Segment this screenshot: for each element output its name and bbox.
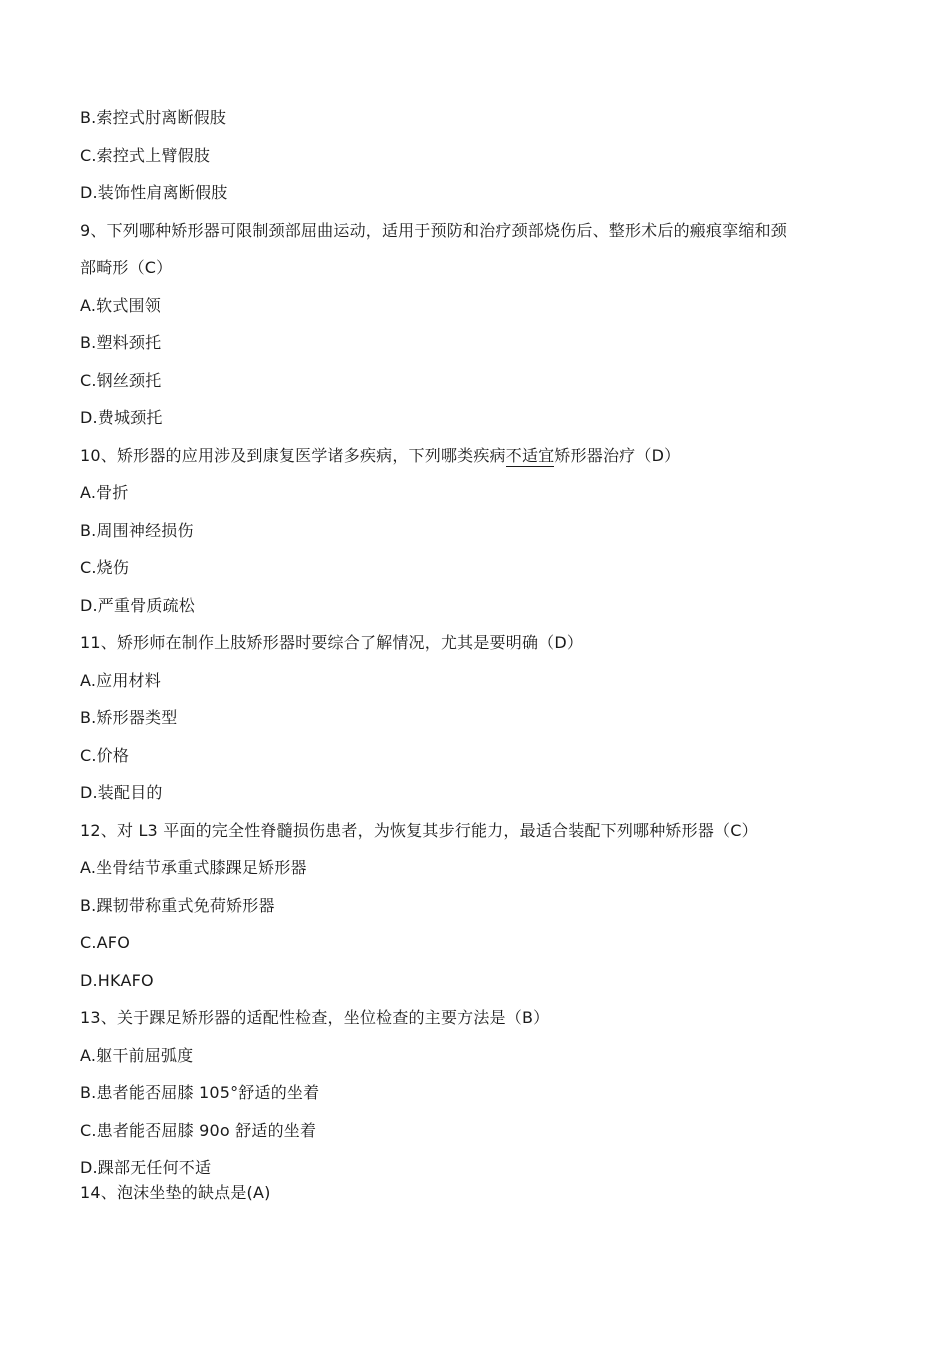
option-b-text: B.患者能否屈膝 105°舒适的坐着 xyxy=(80,1083,320,1102)
option-a-text: A.骨折 xyxy=(80,483,129,502)
option-b-text: B.周围神经损伤 xyxy=(80,521,194,540)
option-c-text: C.烧伤 xyxy=(80,558,130,577)
option-a-text: A.软式围领 xyxy=(80,296,161,315)
underlined-phrase: 不适宜 xyxy=(505,446,555,465)
question-14-text: 14、泡沫坐垫的缺点是(A) xyxy=(80,1183,271,1202)
option-c-text: C.患者能否屈膝 90o 舒适的坐着 xyxy=(80,1121,317,1140)
question-9-continuation: 部畸形（C） xyxy=(80,258,173,277)
question-12-text: 12、对 L3 平面的完全性脊髓损伤患者，为恢复其步行能力，最适合装配下列哪种矫形器（C） xyxy=(80,821,758,840)
option-b-text: B.索控式肘离断假肢 xyxy=(80,108,227,127)
question-11-text: 11、矫形师在制作上肢矫形器时要综合了解情况，尤其是要明确（D） xyxy=(80,633,584,652)
option-b-text: B.踝韧带称重式免荷矫形器 xyxy=(80,896,275,915)
question-9-text: 9、下列哪种矫形器可限制颈部屈曲运动，适用于预防和治疗颈部烧伤后、整形术后的瘢痕挛缩和颈 xyxy=(80,221,787,240)
option-b-text: B.矫形器类型 xyxy=(80,708,178,727)
option-a-text: A.躯干前屈弧度 xyxy=(80,1046,194,1065)
option-d-text: D.踝部无任何不适 xyxy=(80,1158,212,1177)
option-c-text: C.钢丝颈托 xyxy=(80,371,162,390)
option-d-text: D.费城颈托 xyxy=(80,408,163,427)
option-c-text: C.价格 xyxy=(80,746,130,765)
option-d-text: D.装饰性肩离断假肢 xyxy=(80,183,228,202)
option-b-text: B.塑料颈托 xyxy=(80,333,162,352)
option-c-text: C.索控式上臂假肢 xyxy=(80,146,211,165)
question-10-prefix: 10、矫形器的应用涉及到康复医学诸多疾病，下列哪类疾病 xyxy=(80,446,506,465)
option-d-text: D.严重骨质疏松 xyxy=(80,596,196,615)
option-a-text: A.应用材料 xyxy=(80,671,161,690)
question-13-text: 13、关于踝足矫形器的适配性检查，坐位检查的主要方法是（B） xyxy=(80,1008,550,1027)
option-a-text: A.坐骨结节承重式膝踝足矫形器 xyxy=(80,858,307,877)
option-c-text: C.AFO xyxy=(80,933,130,952)
option-d-text: D.HKAFO xyxy=(80,971,154,990)
option-d-text: D.装配目的 xyxy=(80,783,163,802)
question-10-suffix: 矫形器治疗（D） xyxy=(554,446,681,465)
question-10-text xyxy=(80,446,680,466)
